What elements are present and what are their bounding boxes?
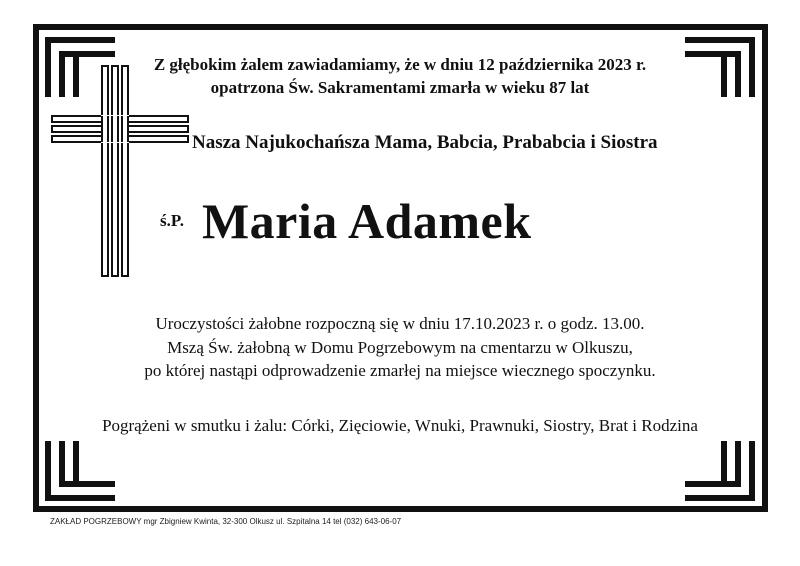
funeral-line-3: po której nastąpi odprowadzenie zmarłej na miejsce wiecznego spoczynku. — [144, 361, 656, 380]
name-prefix: ś.P. — [160, 211, 184, 230]
funeral-line-2: Mszą Św. żałobną w Domu Pogrzebowym na cmentarzu w Olkuszu, — [167, 338, 633, 357]
mourners-line: Pogrążeni w smutku i żalu: Córki, Zięciowie, Wnuki, Prawnuki, Siostry, Brat i Rodzina — [102, 416, 698, 435]
corner-ornament-bottom-left — [45, 441, 115, 501]
intro-line-2: opatrzona Św. Sakramentami zmarła w wieku 87 lat — [210, 78, 590, 97]
deceased-name: Maria Adamek — [201, 193, 532, 249]
funeral-line-1: Uroczystości żałobne rozpoczną się w dniu 17.10.2023 r. o godz. 13.00. — [155, 314, 645, 333]
corner-ornament-icon — [685, 441, 755, 501]
corner-ornament-bottom-right — [685, 441, 755, 501]
deceased-name-row — [160, 192, 532, 250]
funeral-home-footer: ZAKŁAD POGRZEBOWY mgr Zbigniew Kwinta, 32-300 Olkusz ul. Szpitalna 14 tel (032) 643-06-07 — [50, 517, 402, 526]
relation-line: Nasza Najukochańsza Mama, Babcia, Prababcia i Siostra — [192, 132, 658, 153]
intro-line-1: Z głębokim żalem zawiadamiamy, że w dniu 12 października 2023 r. — [153, 55, 647, 74]
corner-ornament-icon — [45, 441, 115, 501]
